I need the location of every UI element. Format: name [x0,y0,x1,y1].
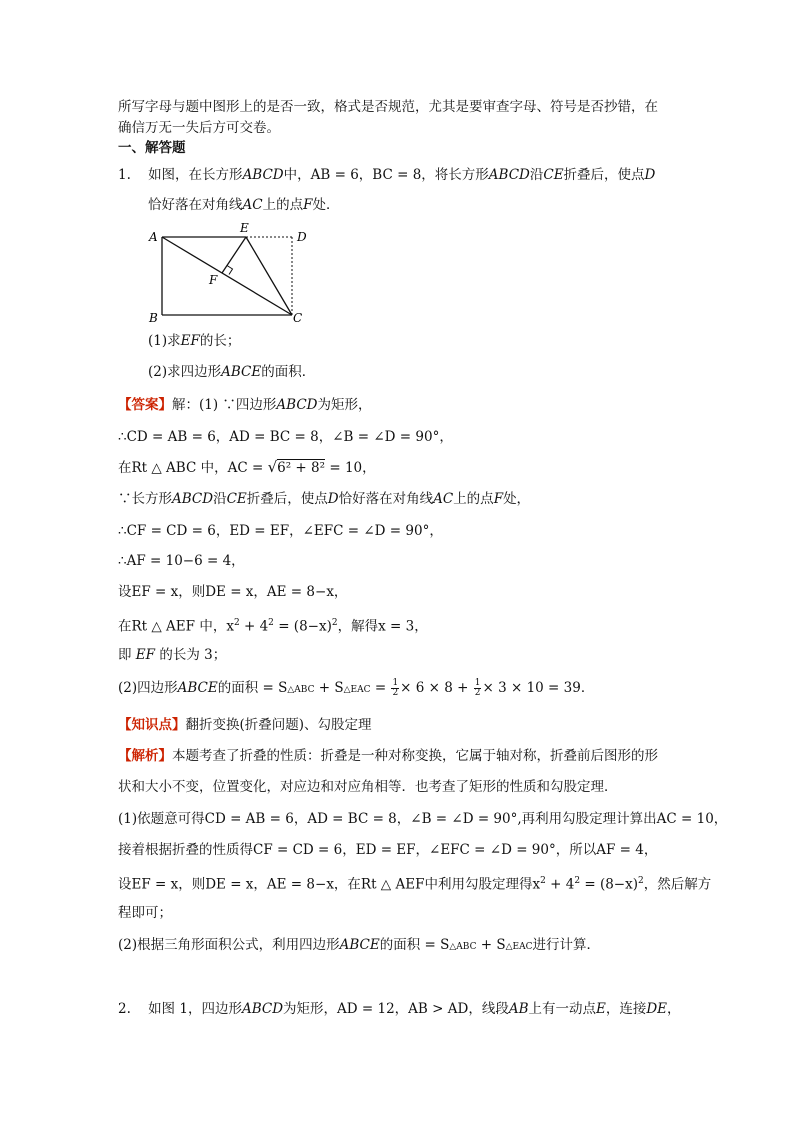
label-e: E [240,221,249,235]
fraction-half-2: $\frac{1}{2}$ [474,678,481,698]
fold-line-ce [246,237,292,315]
fraction-half-1: $\frac{1}{2}$ [392,678,399,698]
analysis-line-1: 【解析】本题考查了折叠的性质：折叠是一种对称变换，它属于轴对称，折叠前后图形的形 [118,748,658,764]
answer-line-4: ∵长方形ABCD沿CE折叠后，使点D恰好落在对角线AC上的点F处， [118,491,531,507]
q2-stem-line-1: 2. 如图 1，四边形ABCD为矩形，AD = 12，AB > AD，线段AB上有一动点E，连接DE， [118,1001,681,1017]
analysis-line-7: (2)根据三角形面积公式，利用四边形ABCE的面积 = S△ABC + S△EAC进行计算． [118,937,601,953]
answer-line-2: ∴CD = AB = 6，AD = BC = 8，∠B = ∠D = 90°， [118,429,453,445]
q1-stem-line-2: 恰好落在对角线AC上的点F处． [148,197,340,213]
answer-line-6: ∴AF = 10−6 = 4， [118,553,245,569]
label-a: A [149,230,158,244]
answer-line-10: (2)四边形ABCE的面积 = S△ABC + S△EAC = $\frac{1}{2}$ × 6 × 8 + $\frac{1}{2}$ × 3 × 10 = 39． [118,678,595,698]
knowledge-tag: 【知识点】 [118,717,186,733]
answer-line-9: 即 EF 的长为 3； [118,647,227,663]
label-d: D [297,230,307,244]
q1-sub-question-2: (2)求四边形ABCE的面积． [148,364,316,380]
label-b: B [149,311,158,325]
right-angle-mark [227,266,233,275]
answer-tag: 【答案】 [118,397,172,413]
knowledge-line: 【知识点】翻折变换(折叠问题)、勾股定理 [118,717,372,733]
label-f: F [209,273,218,287]
analysis-line-4: 接着根据折叠的性质得CF = CD = 6，ED = EF，∠EFC = ∠D = 90°，所以AF = 4， [118,842,658,858]
answer-line-7: 设EF = x，则DE = x，AE = 8−x， [118,584,348,600]
q1-figure [140,218,320,328]
diagonal-ac [162,237,292,315]
label-c: C [293,311,303,325]
analysis-line-5: 设EF = x，则DE = x，AE = 8−x，在Rt △ AEF中利用勾股定理得$x^2 + 4^2 = (8-x)^2$，然后解方 [118,876,712,893]
analysis-line-2: 状和大小不变，位置变化，对应边和对应角相等．也考查了矩形的性质和勾股定理． [118,779,618,795]
intro-line-2: 确信万无一失后方可交卷。 [118,120,280,136]
q1-number: 1. [118,167,131,183]
segment-ef [222,237,246,273]
analysis-line-3: (1)依题意可得CD = AB = 6，AD = BC = 8，∠B = ∠D = 90°,再利用勾股定理计算出AC = 10， [118,811,728,827]
answer-line-1: 【答案】解：(1) ∵四边形ABCD为矩形， [118,397,372,413]
section-title: 一、解答题 [118,140,186,156]
answer-line-3: 在Rt △ ABC 中，AC = √6² + 8² = 10， [118,458,376,476]
answer-line-8: 在Rt △ AEF 中，$x^2 + 4^2 = (8-x)^2$，解得x = 3， [118,618,428,635]
intro-line-1: 所写字母与题中图形上的是否一致，格式是否规范，尤其是要审查字母、符号是否抄错，在 [118,99,658,115]
analysis-tag: 【解析】 [118,748,172,764]
answer-line-5: ∴CF = CD = 6，ED = EF，∠EFC = ∠D = 90°， [118,523,443,539]
q1-sub-question-1: (1)求EF的长； [148,333,241,349]
analysis-line-6: 程即可； [118,905,172,921]
q1-stem-line-1: 1. 如图，在长方形ABCD中，AB = 6，BC = 8，将长方形ABCD沿CE折叠后，使点D [118,167,656,183]
q2-number: 2. [118,1001,131,1017]
